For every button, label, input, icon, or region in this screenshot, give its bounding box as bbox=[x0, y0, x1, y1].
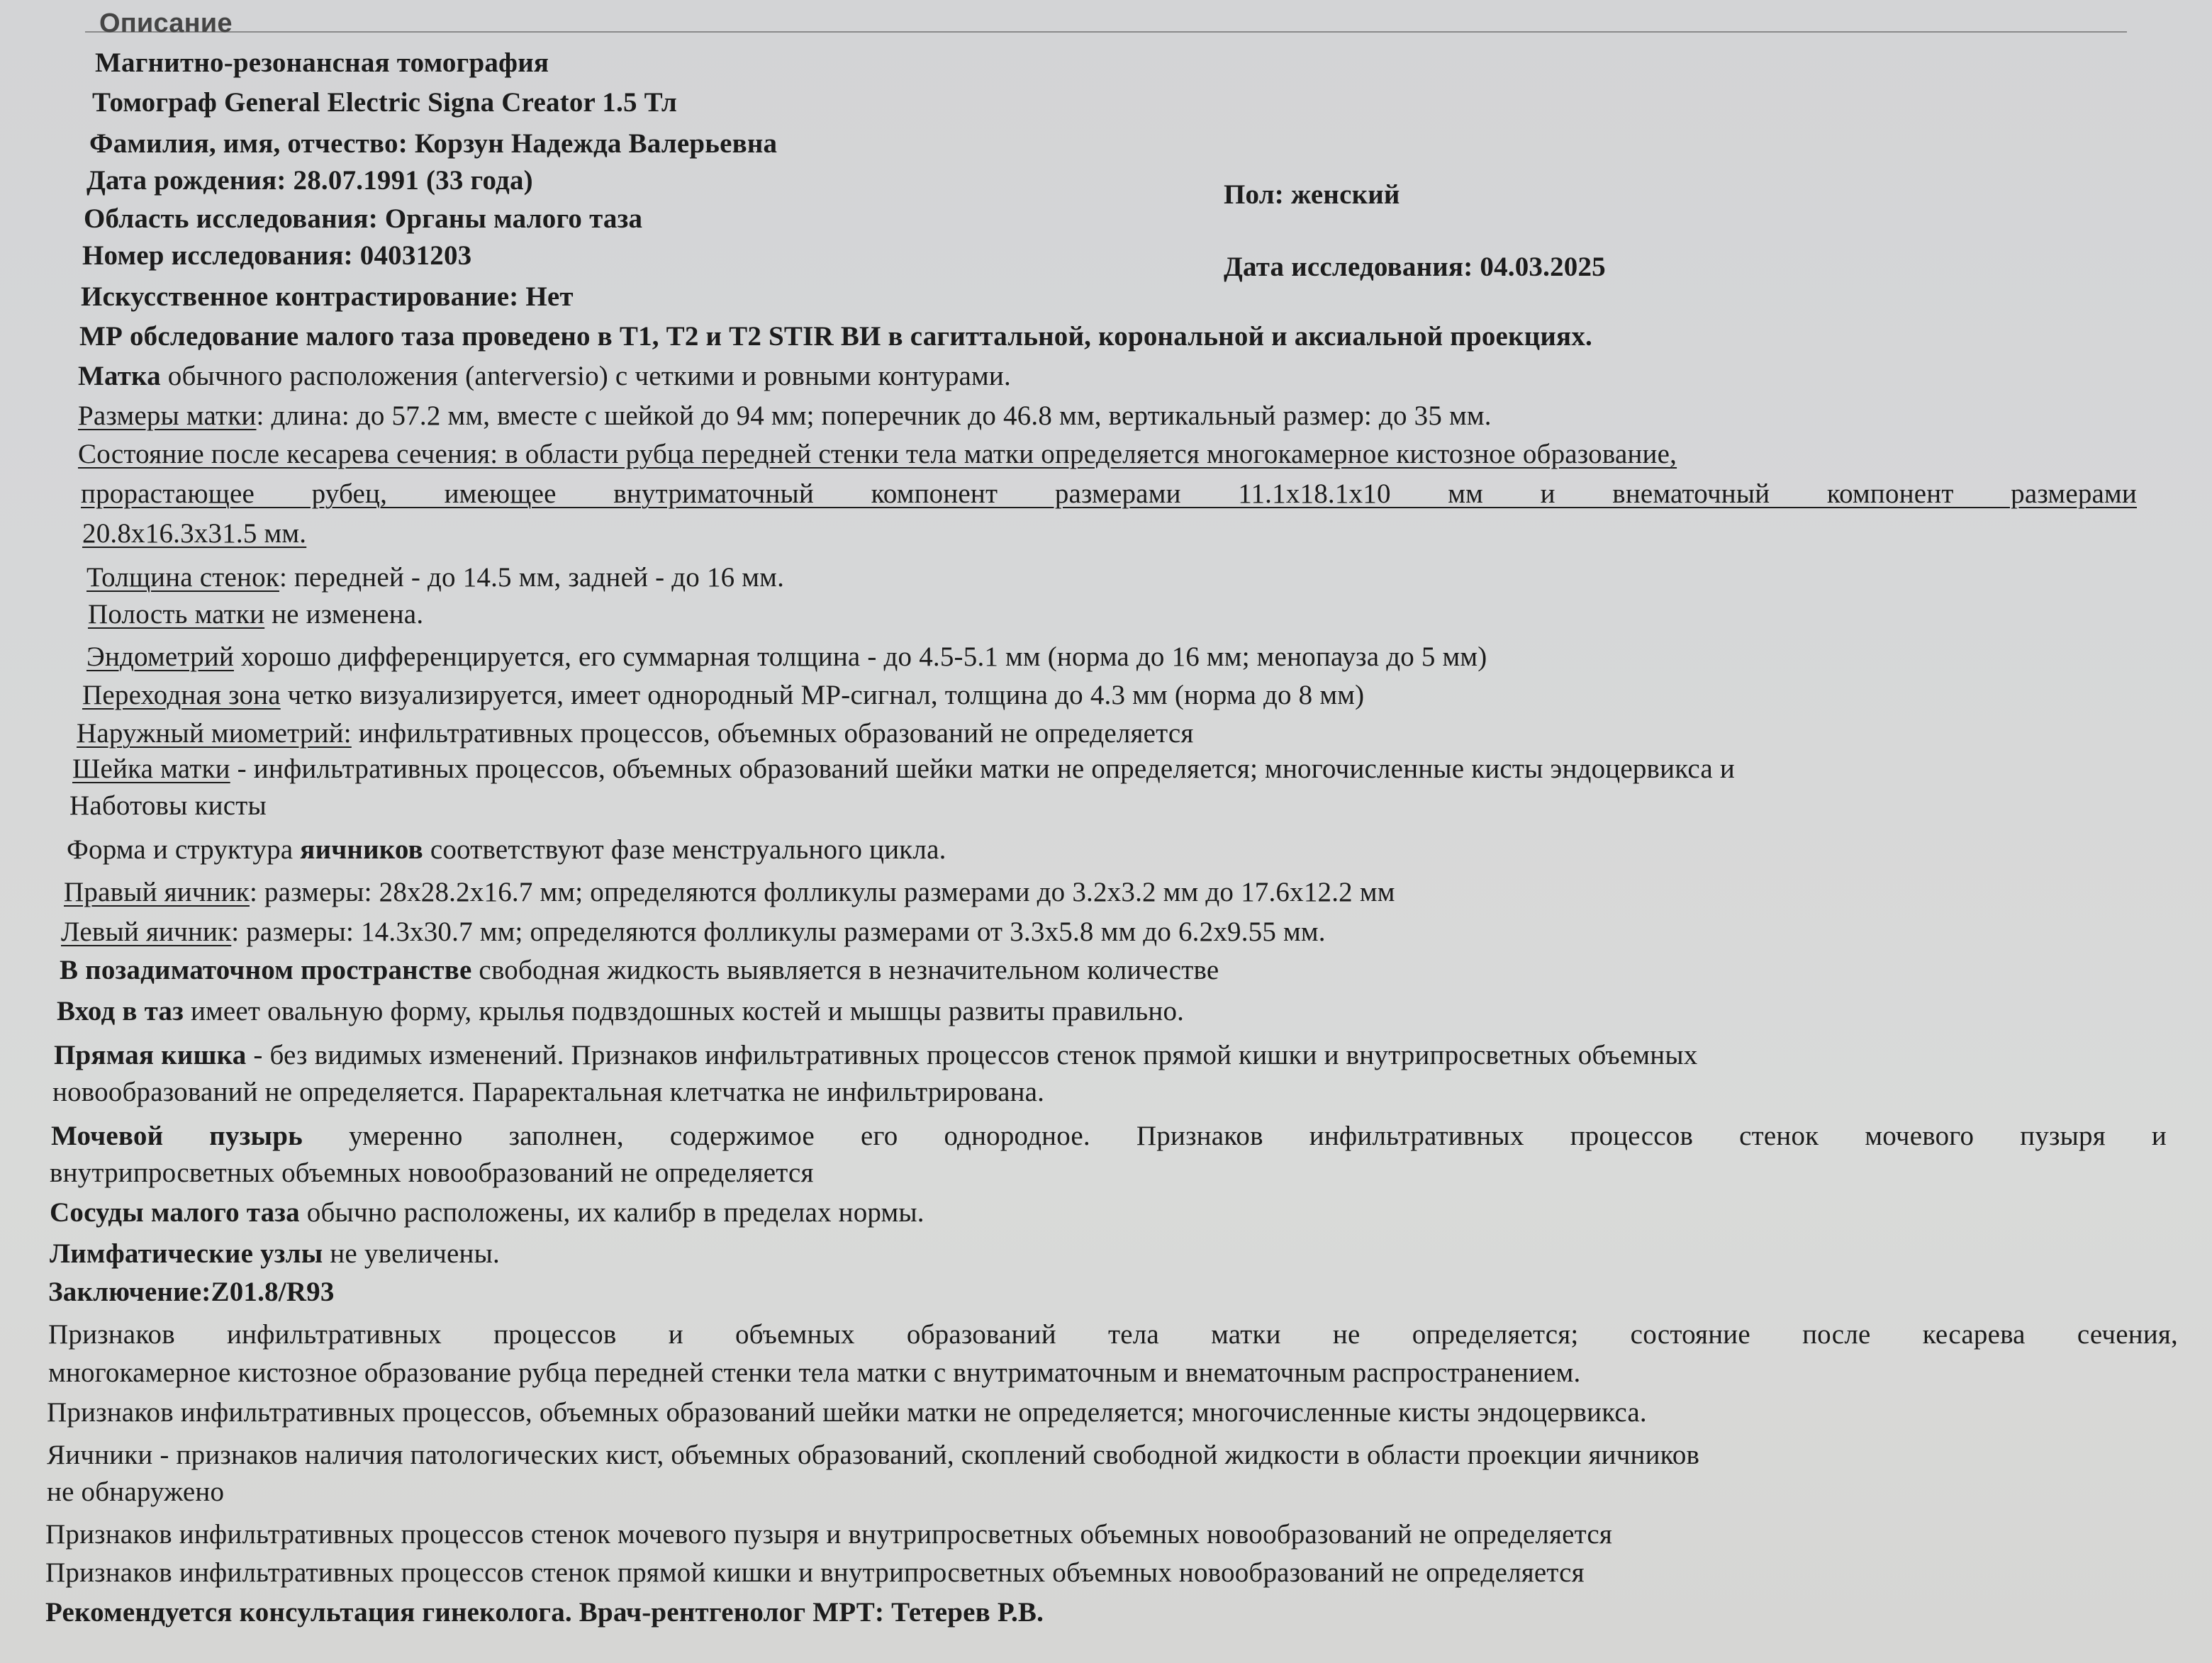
study-region: Область исследования: Органы малого таза bbox=[84, 203, 643, 234]
conclusion-line-6: Признаков инфильтративных процессов стенок мочевого пузыря и внутрипросветных объемных новообразований не определяется bbox=[45, 1519, 1613, 1550]
ovaries-line bbox=[67, 832, 946, 868]
myometrium-line bbox=[77, 716, 1194, 751]
wall-thickness-line bbox=[86, 560, 784, 595]
conclusion-title: Заключение:Z01.8/R93 bbox=[48, 1277, 335, 1307]
uterus-line bbox=[78, 359, 1011, 394]
ovaries-post: соответствуют фазе менструального цикла. bbox=[423, 834, 946, 865]
bladder-line-2: внутрипросветных объемных новообразований не определяется bbox=[50, 1158, 814, 1188]
right-ovary-text: : размеры: 28x28.2x16.7 мм; определяются фолликулы размерами до 3.2x3.2 мм до 17.6x12.2 мм bbox=[249, 877, 1395, 907]
protocol-line: МР обследование малого таза проведено в Т1, Т2 и T2 STIR ВИ в сагиттальной, корональной и аксиальной проекциях. bbox=[79, 321, 1593, 352]
left-ovary-line bbox=[61, 914, 1326, 950]
left-ovary-text: : размеры: 14.3x30.7 мм; определяются фолликулы размерами от 3.3x5.8 мм до 6.2x9.55 мм. bbox=[231, 917, 1326, 947]
uterine-cavity-line bbox=[88, 597, 423, 632]
conclusion-line-5: не обнаружено bbox=[47, 1477, 225, 1507]
myometrium-label: Наружный миометрий: bbox=[77, 718, 352, 749]
scanner-model: Томограф General Electric Signa Creator 1.5 Тл bbox=[92, 87, 677, 118]
right-ovary-line bbox=[64, 875, 1395, 910]
uterine-cavity-label: Полость матки bbox=[88, 599, 265, 629]
conclusion-line-4: Яичники - признаков наличия патологических кист, объемных образований, скоплений свободной жидкости в области проекции яичников bbox=[47, 1440, 1700, 1470]
left-ovary-label: Левый яичник bbox=[61, 917, 232, 947]
csection-line-3: 20.8x16.3x31.5 мм. bbox=[82, 518, 307, 549]
uterus-text: обычного расположения (anterversio) с четкими и ровными контурами. bbox=[160, 361, 1011, 391]
wall-thickness-text: : передней - до 14.5 мм, задней - до 16 мм. bbox=[279, 562, 785, 593]
pelvis-line bbox=[57, 994, 1184, 1029]
conclusion-line-3: Признаков инфильтративных процессов, объемных образований шейки матки не определяется; многочисленные кисты эндоцервикса. bbox=[47, 1397, 1647, 1428]
csection-line-2: прорастающее рубец, имеющее внутриматочный компонент размерами 11.1x18.1x10 мм и внематочный компонент размерами bbox=[81, 478, 2137, 509]
junction-zone-line bbox=[82, 678, 1364, 713]
junction-zone-label: Переходная зона bbox=[82, 680, 281, 710]
bladder-label: Мочевой пузырь bbox=[51, 1121, 303, 1151]
contrast-info: Искусственное контрастирование: Нет bbox=[81, 281, 574, 312]
retrouterine-label: В позадиматочном пространстве bbox=[60, 955, 472, 985]
cervix-label: Шейка матки bbox=[72, 754, 230, 784]
retrouterine-text: свободная жидкость выявляется в незначительном количестве bbox=[471, 955, 1219, 985]
bladder-line bbox=[51, 1119, 2167, 1154]
rectum-text: - без видимых изменений. Признаков инфильтративных процессов стенок прямой кишки и внутрипросветных объемных bbox=[246, 1040, 1698, 1070]
conclusion-line-2: многокамерное кистозное образование рубца передней стенки тела матки с внутриматочным и внематочным распространением. bbox=[48, 1357, 1581, 1388]
cervix-line bbox=[72, 751, 1735, 787]
study-number: Номер исследования: 04031203 bbox=[82, 240, 472, 271]
right-ovary-label: Правый яичник bbox=[64, 877, 250, 907]
lymph-nodes-text: не увеличены. bbox=[323, 1238, 500, 1269]
csection-line-1: Состояние после кесарева сечения: в области рубца передней стенки тела матки определяется многокамерное кистозное образование, bbox=[78, 439, 1677, 469]
uterus-size-text: : длина: до 57.2 мм, вместе с шейкой до 94 мм; поперечник до 46.8 мм, вертикальный размер: до 35 мм. bbox=[256, 401, 1492, 431]
uterus-size-line bbox=[78, 398, 1492, 434]
retrouterine-line bbox=[60, 953, 1219, 988]
endometrium-label: Эндометрий bbox=[86, 642, 234, 672]
vessels-text: обычно расположены, их калибр в пределах нормы. bbox=[299, 1197, 925, 1228]
endometrium-text: хорошо дифференцируется, его суммарная толщина - до 4.5-5.1 мм (норма до 16 мм; менопауза до 5 мм) bbox=[233, 642, 1487, 672]
myometrium-text: инфильтративных процессов, объемных образований не определяется bbox=[351, 718, 1194, 749]
cervix-line-2: Наботовы кисты bbox=[69, 790, 267, 821]
study-date: Дата исследования: 04.03.2025 bbox=[1224, 252, 1606, 282]
uterus-label: Матка bbox=[78, 361, 161, 391]
rectum-line-2: новообразований не определяется. Параректальная клетчатка не инфильтрирована. bbox=[52, 1077, 1045, 1107]
conclusion-line-1: Признаков инфильтративных процессов и объемных образований тела матки не определяется; состояние после кесарева сечения, bbox=[48, 1319, 2178, 1350]
pelvis-text: имеет овальную форму, крылья подвздошных костей и мышцы развиты правильно. bbox=[184, 996, 1185, 1026]
ovaries-bold: яичников bbox=[300, 834, 423, 865]
endometrium-line bbox=[86, 639, 1487, 675]
rectum-label: Прямая кишка bbox=[54, 1040, 247, 1070]
ovaries-pre: Форма и структура bbox=[67, 834, 301, 865]
top-divider bbox=[85, 31, 2127, 33]
lymph-nodes-line bbox=[50, 1236, 500, 1272]
wall-thickness-label: Толщина стенок bbox=[86, 562, 279, 593]
rectum-line bbox=[54, 1038, 1697, 1073]
vessels-line bbox=[50, 1195, 925, 1231]
conclusion-line-7: Признаков инфильтративных процессов стенок прямой кишки и внутрипросветных объемных новообразований не определяется bbox=[45, 1557, 1585, 1588]
uterus-size-label: Размеры матки bbox=[78, 401, 257, 431]
cervix-text: - инфильтративных процессов, объемных образований шейки матки не определяется; многочисленные кисты эндоцервикса и bbox=[230, 754, 1735, 784]
pelvis-label: Вход в таз bbox=[57, 996, 184, 1026]
bladder-text: умеренно заполнен, содержимое его однородное. Признаков инфильтративных процессов стенок мочевого пузыря и bbox=[302, 1121, 2167, 1151]
patient-sex: Пол: женский bbox=[1224, 179, 1400, 210]
junction-zone-text: четко визуализируется, имеет однородный МР-сигнал, толщина до 4.3 мм (норма до 8 мм) bbox=[280, 680, 1365, 710]
uterine-cavity-text: не изменена. bbox=[264, 599, 424, 629]
patient-name: Фамилия, имя, отчество: Корзун Надежда Валерьевна bbox=[89, 128, 778, 159]
signature-line: Рекомендуется консультация гинеколога. Врач-рентгенолог МРТ: Тетерев Р.В. bbox=[45, 1597, 1044, 1628]
section-title: Описание bbox=[99, 9, 233, 38]
birth-date: Дата рождения: 28.07.1991 (33 года) bbox=[86, 165, 533, 196]
lymph-nodes-label: Лимфатические узлы bbox=[50, 1238, 323, 1269]
study-type: Магнитно-резонансная томография bbox=[95, 47, 549, 78]
vessels-label: Сосуды малого таза bbox=[50, 1197, 300, 1228]
